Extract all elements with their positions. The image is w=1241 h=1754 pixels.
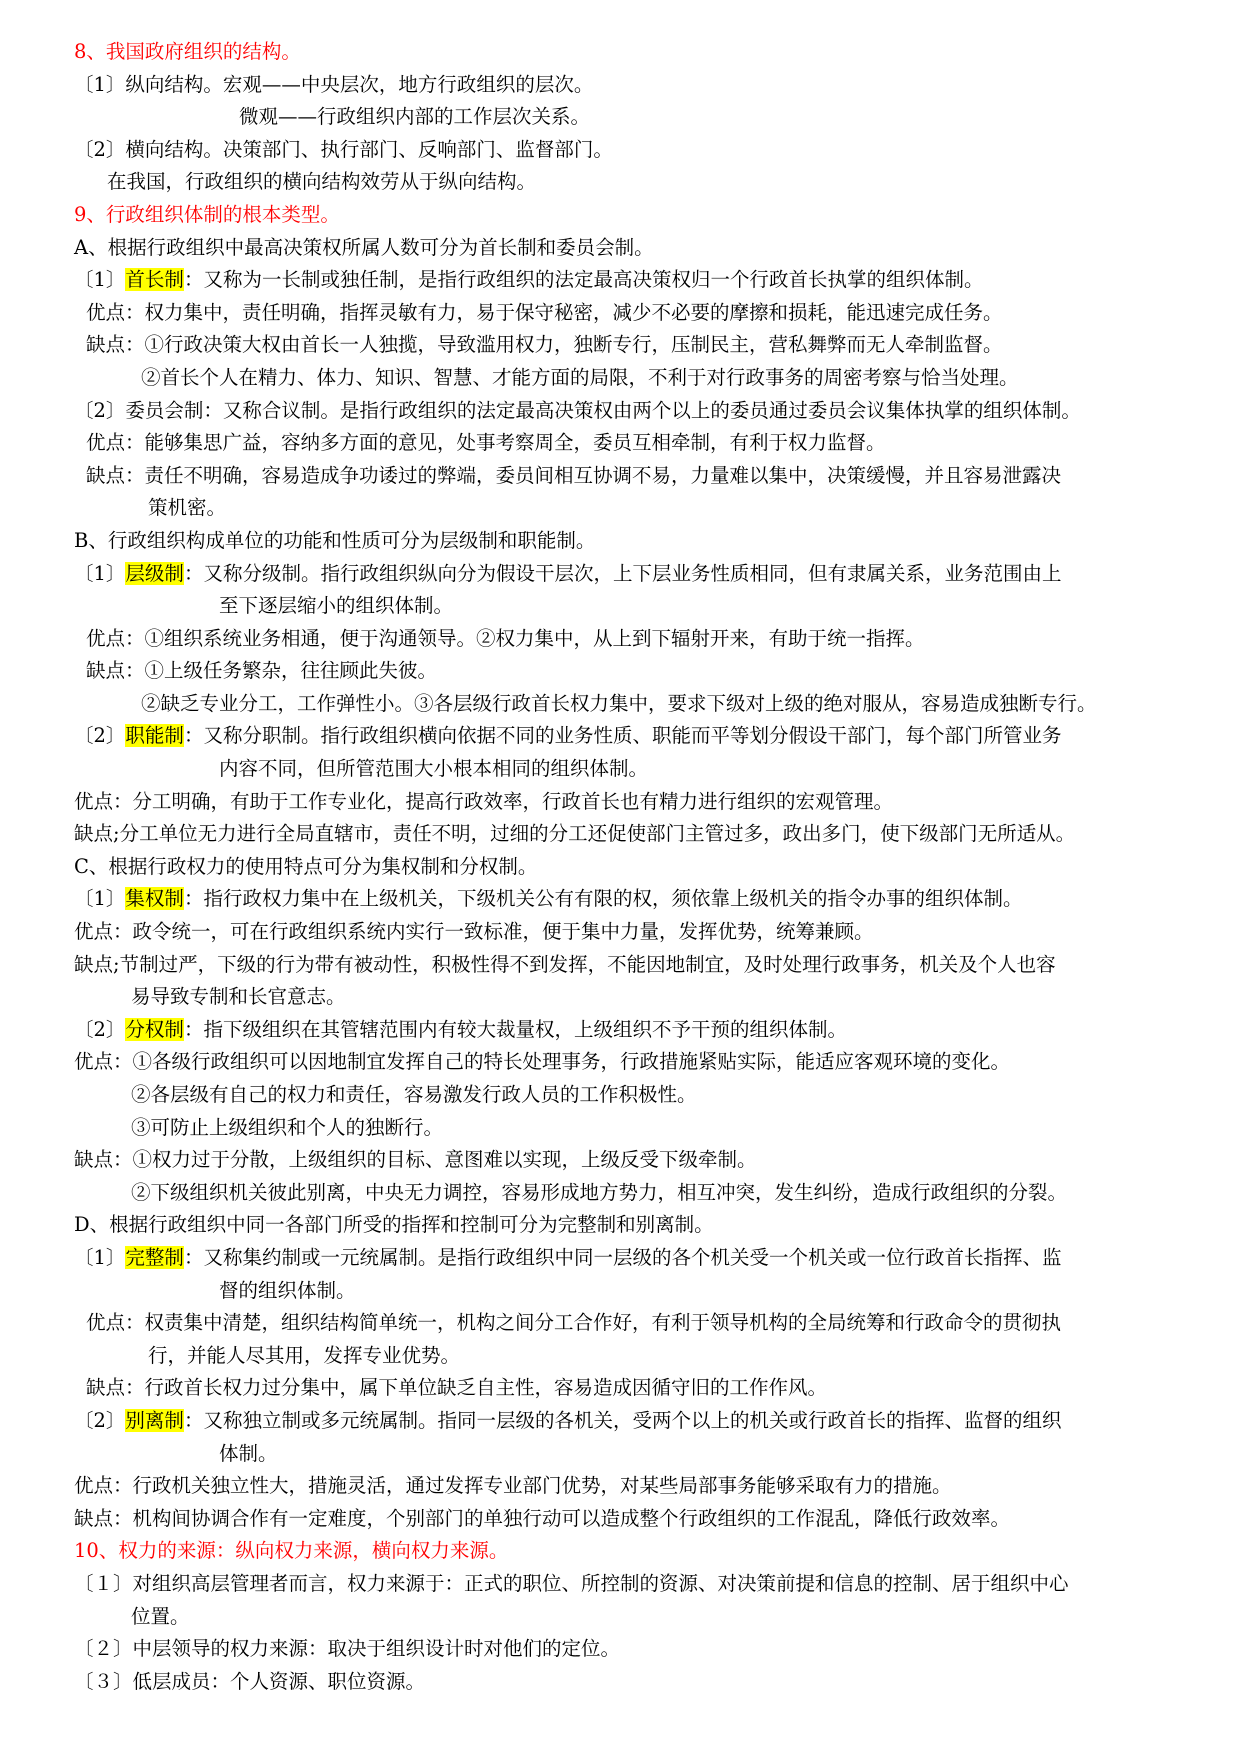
s9-c-p2-disadvantages-2: ②下级组织机关彼此别离，中央无力调控，容易形成地方势力，相互冲突，发生纠纷，造成行政组织的分裂。 [131, 1180, 1068, 1204]
highlighted-term: 职能制 [125, 724, 184, 748]
item-definition: ：指行政权力集中在上级机关，下级机关公有有限的权，须依靠上级机关的指令办事的组织体制。 [183, 887, 1023, 911]
s9-b-p2-advantages: 优点：分工明确，有助于工作专业化，提高行政效率，行政首长也有精力进行组织的宏观管理。 [74, 789, 894, 813]
section-10-heading: 10、权力的来源：纵向权力来源，横向权力来源。 [74, 1539, 509, 1563]
s9-d-p2 [0, 1405, 1241, 1438]
item-prefix: 〔2〕 [74, 1017, 126, 1041]
s10-line-1: 〔１〕对组织高层管理者而言，权力来源于：正式的职位、所控制的资源、对决策前提和信息的控制、居于组织中心 [74, 1571, 1069, 1595]
s9-c-p2-advantages: 优点：①各级行政组织可以因地制宜发挥自己的特长处理事务，行政措施紧贴实际，能适应客观环境的变化。 [74, 1050, 1011, 1074]
s9-b-p1-disadvantages: 缺点：①上级任务繁杂，往往顾此失彼。 [86, 659, 438, 683]
item-prefix: 〔1〕 [74, 1245, 126, 1269]
item-prefix: 〔1〕 [74, 268, 126, 292]
s8-line-horizontal: 〔2〕横向结构。决策部门、执行部门、反响部门、监督部门。 [74, 137, 613, 161]
s10-line-2: 〔２〕中层领导的权力来源：取决于组织设计时对他们的定位。 [74, 1637, 621, 1661]
s8-line-vertical: 〔1〕纵向结构。宏观——中央层次，地方行政组织的层次。 [74, 72, 594, 96]
s9-c-p1 [0, 883, 1241, 916]
s9-a-p2-advantages: 优点：能够集思广益，容纳多方面的意见，处事考察周全，委员互相牵制，有利于权力监督。 [86, 431, 886, 455]
item-definition: ：又称分职制。指行政组织横向依据不同的业务性质、职能而平等划分假设干部门，每个部门所管业务 [183, 724, 1062, 748]
s9-a-p1-disadvantages: 缺点：①行政决策大权由首长一人独揽，导致滥用权力，独断专行，压制民主，营私舞弊而无人牵制监督。 [86, 333, 1003, 357]
s9-d-p1 [0, 1242, 1241, 1275]
highlighted-term: 分权制 [125, 1017, 184, 1041]
s10-line-3: 〔３〕低层成员：个人资源、职位资源。 [74, 1669, 426, 1693]
item-definition: ：又称分级制。指行政组织纵向分为假设干层次，上下层业务性质相同，但有隶属关系，业务范围由上 [183, 561, 1062, 585]
item-prefix: 〔2〕 [74, 724, 126, 748]
s9-d-p2-cont: 体制。 [219, 1441, 278, 1465]
section-9-heading: 9、行政组织体制的根本类型。 [74, 202, 340, 226]
section-8-heading: 8、我国政府组织的结构。 [74, 40, 301, 63]
item-prefix: 〔1〕 [74, 561, 126, 585]
s10-line-1-cont: 位置。 [131, 1604, 190, 1628]
s9-a-p2: 〔2〕委员会制：又称合议制。是指行政组织的法定最高决策权由两个以上的委员通过委员会议集体执掌的组织体制。 [74, 398, 1081, 422]
s9-c-p2 [0, 1014, 1241, 1047]
s9-b-title: B、行政组织构成单位的功能和性质可分为层级制和职能制。 [74, 528, 596, 552]
s9-c-p1-disadvantages-cont: 易导致专制和长官意志。 [131, 985, 346, 1009]
s9-b-p2 [0, 720, 1241, 753]
s9-a-p1-advantages: 优点：权力集中，责任明确，指挥灵敏有力，易于保守秘密，减少不必要的摩擦和损耗，能迅速完成任务。 [86, 300, 1003, 324]
s9-d-p1-cont: 督的组织体制。 [219, 1278, 356, 1302]
s9-c-title: C、根据行政权力的使用特点可分为集权制和分权制。 [74, 854, 538, 878]
item-definition: ：指下级组织在其管辖范围内有较大裁量权，上级组织不予干预的组织体制。 [183, 1017, 847, 1041]
item-prefix: 〔1〕 [74, 887, 126, 911]
s9-d-p2-disadvantages: 缺点：机构间协调合作有一定难度，个别部门的单独行动可以造成整个行政组织的工作混乱，降低行政效率。 [74, 1506, 1011, 1530]
s9-a-title: A、根据行政组织中最高决策权所属人数可分为首长制和委员会制。 [74, 235, 654, 259]
s9-d-title: D、根据行政组织中同一各部门所受的指挥和控制可分为完整制和别离制。 [74, 1213, 714, 1237]
s8-line-micro: 微观——行政组织内部的工作层次关系。 [239, 105, 591, 129]
s9-b-p1-cont: 至下逐层缩小的组织体制。 [219, 594, 454, 618]
s9-d-p2-advantages: 优点：行政机关独立性大，措施灵活，通过发挥专业部门优势，对某些局部事务能够采取有力的措施。 [74, 1474, 952, 1498]
s9-b-p2-cont: 内容不同，但所管范围大小根本相同的组织体制。 [219, 757, 649, 781]
s9-b-p2-disadvantages: 缺点;分工单位无力进行全局直辖市，责任不明，过细的分工还促使部门主管过多，政出多门，使下级部门无所适从。 [74, 822, 1076, 846]
s9-c-p2-advantages-3: ③可防止上级组织和个人的独断行。 [131, 1115, 444, 1139]
s9-d-p1-advantages: 优点：权责集中清楚，组织结构简单统一，机构之间分工合作好，有利于领导机构的全局统筹和行政命令的贯彻执 [86, 1311, 1062, 1335]
s9-c-p2-disadvantages: 缺点：①权力过于分散，上级组织的目标、意图难以实现，上级反受下级牵制。 [74, 1148, 757, 1172]
s9-b-p1-disadvantages-cont: ②缺乏专业分工，工作弹性小。③各层级行政首长权力集中，要求下级对上级的绝对服从，容易造成独断专行。 [141, 691, 1097, 715]
s9-c-p1-disadvantages: 缺点;节制过严，下级的行为带有被动性，积极性得不到发挥，不能因地制宜，及时处理行政事务，机关及个人也容 [74, 952, 1056, 976]
item-definition: ：又称为一长制或独任制，是指行政组织的法定最高决策权归一个行政首长执掌的组织体制。 [183, 268, 984, 292]
s9-b-p1 [0, 558, 1241, 591]
s9-d-p1-disadvantages: 缺点：行政首长权力过分集中，属下单位缺乏自主性，容易造成因循守旧的工作作风。 [86, 1376, 828, 1400]
highlighted-term: 集权制 [125, 887, 184, 911]
s9-c-p2-advantages-2: ②各层级有自己的权力和责任，容易激发行政人员的工作积极性。 [131, 1083, 697, 1106]
item-definition: ：又称集约制或一元统属制。是指行政组织中同一层级的各个机关受一个机关或一位行政首长指挥、监 [183, 1245, 1062, 1269]
s8-line-note: 在我国，行政组织的横向结构效劳从于纵向结构。 [107, 170, 537, 194]
s9-a-p2-disadvantages: 缺点：责任不明确，容易造成争功诿过的弊端，委员间相互协调不易，力量难以集中，决策缓慢，并且容易泄露决 [86, 463, 1062, 487]
s9-d-p1-advantages-cont: 行，并能人尽其用，发挥专业优势。 [148, 1343, 461, 1367]
s9-a-p1-disadvantages-cont: ②首长个人在精力、体力、知识、智慧、才能方面的局限，不利于对行政事务的周密考察与恰当处理。 [141, 365, 1019, 389]
highlighted-term: 首长制 [125, 268, 184, 292]
s9-a-p1 [0, 264, 1241, 297]
s9-c-p1-advantages: 优点：政令统一，可在行政组织系统内实行一致标准，便于集中力量，发挥优势，统筹兼顾。 [74, 920, 874, 944]
s9-a-p2-disadvantages-cont: 策机密。 [148, 496, 227, 520]
highlighted-term: 层级制 [125, 561, 184, 585]
item-definition: ：又称独立制或多元统属制。指同一层级的各机关，受两个以上的机关或行政首长的指挥、监督的组织 [183, 1408, 1062, 1432]
highlighted-term: 完整制 [125, 1245, 184, 1269]
item-prefix: 〔2〕 [74, 1408, 126, 1432]
highlighted-term: 别离制 [125, 1408, 184, 1432]
s9-b-p1-advantages: 优点：①组织系统业务相通，便于沟通领导。②权力集中，从上到下辐射开来，有助于统一指挥。 [86, 626, 925, 650]
